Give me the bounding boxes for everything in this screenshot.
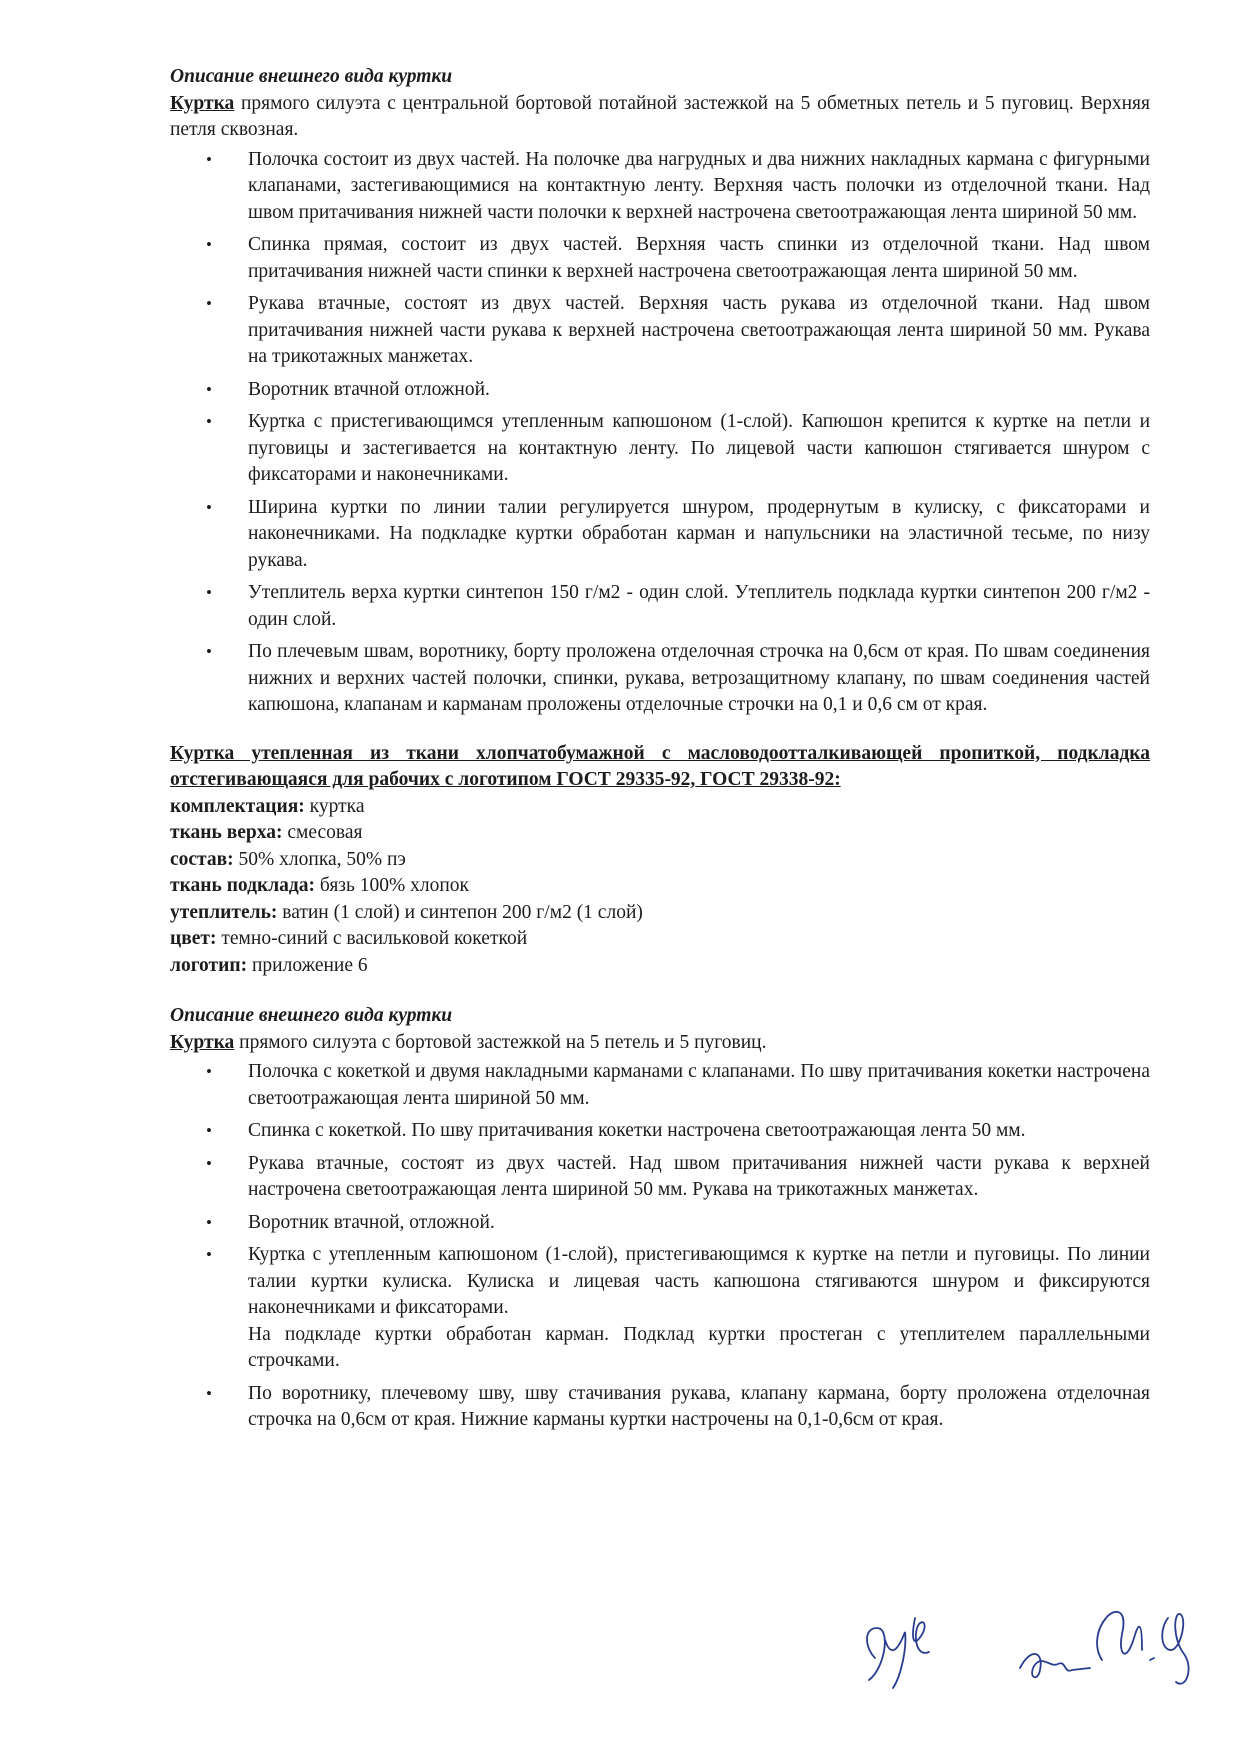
bullet-text: По плечевым швам, воротнику, борту проложена отделочная строчка на 0,6см от края. По швам соединения нижних и верхних частей полочки, спинки, рукава, ветрозащитному клапану, по швам соединения частей капюшона, клапанам и карманам проложены отделочные строчки на 0,1 и 0,6 см от края. [248,641,1150,715]
bullet-icon: • [206,379,212,399]
spec-value: ватин (1 слой) и синтепон 200 г/м2 (1 слой) [277,901,643,923]
spec-value: темно-синий с васильковой кокеткой [216,928,528,949]
bullet-icon: • [206,642,212,661]
spec-row [170,900,1150,927]
bullet-text: Ширина куртки по линии талии регулируется шнуром, продернутым в кулиску, с фиксаторами и наконечниками. На подкладке куртки обработан карман и напульсники на эластичной тесьме, по низу рукава. [248,496,1150,571]
list-item [206,377,1150,404]
bullet-icon: • [206,1383,212,1403]
section1-lead-word: Куртка [170,92,235,114]
bullet-icon: • [206,1062,212,1081]
bullet-icon: • [206,1212,212,1232]
spec-value: 50% хлопка, 50% пэ [233,848,406,870]
bullet-icon: • [206,1153,212,1173]
spec-value: бязь 100% хлопок [315,875,470,896]
spec-label: утеплитель: [170,901,278,923]
product-specs [170,794,1150,980]
spec-row [170,953,1150,980]
section2-lead [170,1030,1150,1057]
spec-row [170,873,1150,900]
list-item [206,1118,1150,1145]
spec-row [170,820,1150,847]
spec-label: ткань подклада: [170,875,316,896]
spec-label: логотип: [170,954,248,976]
section2-bullet-list [170,1059,1150,1434]
bullet-icon: • [206,412,212,431]
product-title: Куртка утепленная из ткани хлопчатобумажной с масловодоотталкивающей пропиткой, подкладка отстегивающаяся для рабочих с логотипом ГОСТ 29335-92, ГОСТ 29338-92: [170,742,1150,790]
list-item [206,1381,1150,1434]
list-item [206,580,1150,633]
list-item [206,232,1150,285]
list-item [206,409,1150,489]
bullet-icon: • [206,1121,212,1140]
list-item [206,291,1150,371]
bullet-text: Рукава втачные, состоят из двух частей. Верхняя часть рукава из отделочной ткани. Над швом притачивания нижней части рукава к верхней настрочена светоотражающая лента шириной 50 мм. Рукава на трикотажных манжетах. [248,293,1150,367]
spec-label: цвет: [170,928,217,949]
spec-value: смесовая [282,822,363,843]
bullet-text: Рукава втачные, состоят из двух частей. Над швом притачивания нижней части рукава к верхней настрочена светоотражающая лента шириной 50 мм. Рукава на трикотажных манжетах. [248,1152,1150,1200]
spec-label: состав: [170,848,234,870]
bullet-icon: • [206,583,212,602]
section1-heading: Описание внешнего вида куртки [170,66,453,87]
bullet-icon: • [206,235,212,254]
bullet-text: Куртка с утепленным капюшоном (1-слой), пристегивающимся к куртке на петли и пуговицы. По линии талии куртки кулиска. Кулиска и лицевая часть капюшона стягиваются шнуром и фиксируются наконечниками и фиксаторами. [248,1244,1150,1318]
bullet-icon: • [206,497,212,517]
spec-label: комплектация: [170,795,305,817]
bullet-icon: • [206,1245,212,1264]
bullet-icon: • [206,149,212,169]
spec-value: приложение 6 [247,954,368,976]
signature-right [1010,1578,1225,1698]
list-item [206,495,1150,575]
list-item [206,639,1150,719]
spec-row [170,926,1150,953]
signature-left [855,1588,965,1698]
list-item [206,1210,1150,1237]
document-content [170,64,1150,1440]
spec-row [170,847,1150,874]
bullet-text: Спинка с кокеткой. По шву притачивания кокетки настрочена светоотражающая лента 50 мм. [248,1120,1026,1141]
bullet-text: Полочка состоит из двух частей. На полочке два нагрудных и два нижних накладных кармана с фигурными клапанами, застегивающимися на контактную ленту. Верхняя часть полочки из отделочной ткани. Над швом притачивания нижней части полочки к верхней настрочена светоотражающая лента шириной 50 мм. [248,148,1150,223]
section2-lead-text: прямого силуэта с бортовой застежкой на 5 петель и 5 пуговиц. [234,1031,767,1053]
spec-row [170,794,1150,821]
list-item [206,1059,1150,1112]
section1-lead-text: прямого силуэта с центральной бортовой потайной застежкой на 5 обметных петель и 5 пуговиц. Верхняя петля сквозная. [170,92,1150,140]
bullet-text: Воротник втачной, отложной. [248,1211,495,1233]
bullet-text: Спинка прямая, состоит из двух частей. Верхняя часть спинки из отделочной ткани. Над швом притачивания нижней части спинки к верхней настрочена светоотражающая лента шириной 50 мм. [248,234,1150,282]
bullet-text: Полочка с кокеткой и двумя накладными карманами с клапанами. По шву притачивания кокетки настрочена светоотражающая лента шириной 50 мм. [248,1061,1150,1109]
bullet-text: Куртка с пристегивающимся утепленным капюшоном (1-слой). Капюшон крепится к куртке на петли и пуговицы и застегивается на контактную ленту. По лицевой части капюшон стягивается шнуром с фиксаторами и наконечниками. [248,411,1150,485]
section2-heading: Описание внешнего вида куртки [170,1005,453,1026]
bullet-text: Воротник втачной отложной. [248,378,490,400]
spec-value: куртка [304,795,365,817]
list-item [206,1242,1150,1375]
section1-lead [170,91,1150,144]
list-item [206,1151,1150,1204]
bullet-text: Утеплитель верха куртки синтепон 150 г/м2 - один слой. Утеплитель подклада куртки синтепон 200 г/м2 - один слой. [248,582,1150,630]
bullet-text: По воротнику, плечевому шву, шву стачивания рукава, клапану кармана, борту проложена отделочная строчка на 0,6см от края. Нижние карманы куртки настрочены на 0,1-0,6см от края. [248,1382,1150,1430]
list-item [206,147,1150,227]
bullet-extra-text: На подкладе куртки обработан карман. Подклад куртки простеган с утеплителем параллельными строчками. [248,1323,1150,1371]
section2-lead-word: Куртка [170,1031,235,1053]
spec-label: ткань верха: [170,822,283,843]
bullet-icon: • [206,294,212,313]
section1-bullet-list [170,147,1150,719]
